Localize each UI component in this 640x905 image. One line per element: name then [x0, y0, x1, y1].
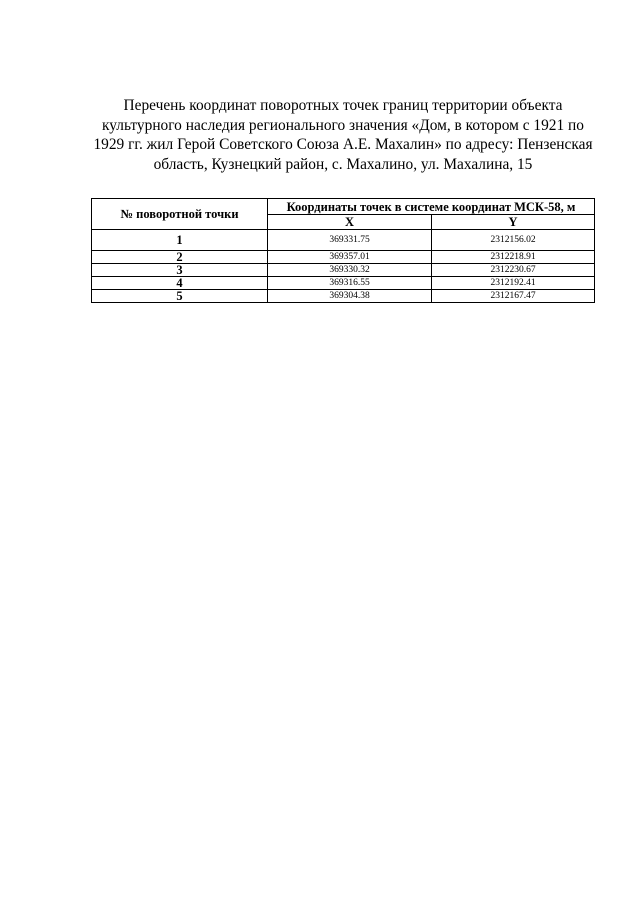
- header-point-number: № поворотной точки: [92, 199, 268, 230]
- table-row: [92, 230, 595, 251]
- x-coordinate: 369357.01: [268, 251, 432, 264]
- point-number: 3: [92, 264, 268, 277]
- table-row: [92, 290, 595, 303]
- title-line-4: область, Кузнецкий район, с. Махалино, ул. Махалина, 15: [153, 155, 533, 173]
- y-coordinate: 2312156.02: [432, 230, 595, 251]
- y-coordinate: 2312192.41: [432, 277, 595, 290]
- table-row: [92, 251, 595, 264]
- x-coordinate: 369316.55: [268, 277, 432, 290]
- x-coordinate: 369304.38: [268, 290, 432, 303]
- title-line-2: культурного наследия регионального значения «Дом, в котором с 1921 по: [102, 116, 584, 134]
- table-row: [92, 277, 595, 290]
- y-coordinate: 2312218.91: [432, 251, 595, 264]
- header-x: X: [268, 215, 432, 230]
- point-number: 5: [92, 290, 268, 303]
- point-number: 4: [92, 277, 268, 290]
- x-coordinate: 369331.75: [268, 230, 432, 251]
- point-number: 1: [92, 230, 268, 251]
- x-coordinate: 369330.32: [268, 264, 432, 277]
- y-coordinate: 2312167.47: [432, 290, 595, 303]
- table-row: [92, 264, 595, 277]
- header-coordinates: Координаты точек в системе координат МСК-58, м: [268, 199, 595, 215]
- table-header-row: [92, 199, 595, 215]
- coordinates-table: [91, 198, 595, 303]
- y-coordinate: 2312230.67: [432, 264, 595, 277]
- title-line-3: 1929 гг. жил Герой Советского Союза А.Е. Махалин» по адресу: Пензенская: [93, 136, 593, 153]
- header-y: Y: [432, 215, 595, 230]
- document-title: [88, 96, 598, 174]
- title-line-1: Перечень координат поворотных точек границ территории объекта: [123, 97, 563, 114]
- point-number: 2: [92, 251, 268, 264]
